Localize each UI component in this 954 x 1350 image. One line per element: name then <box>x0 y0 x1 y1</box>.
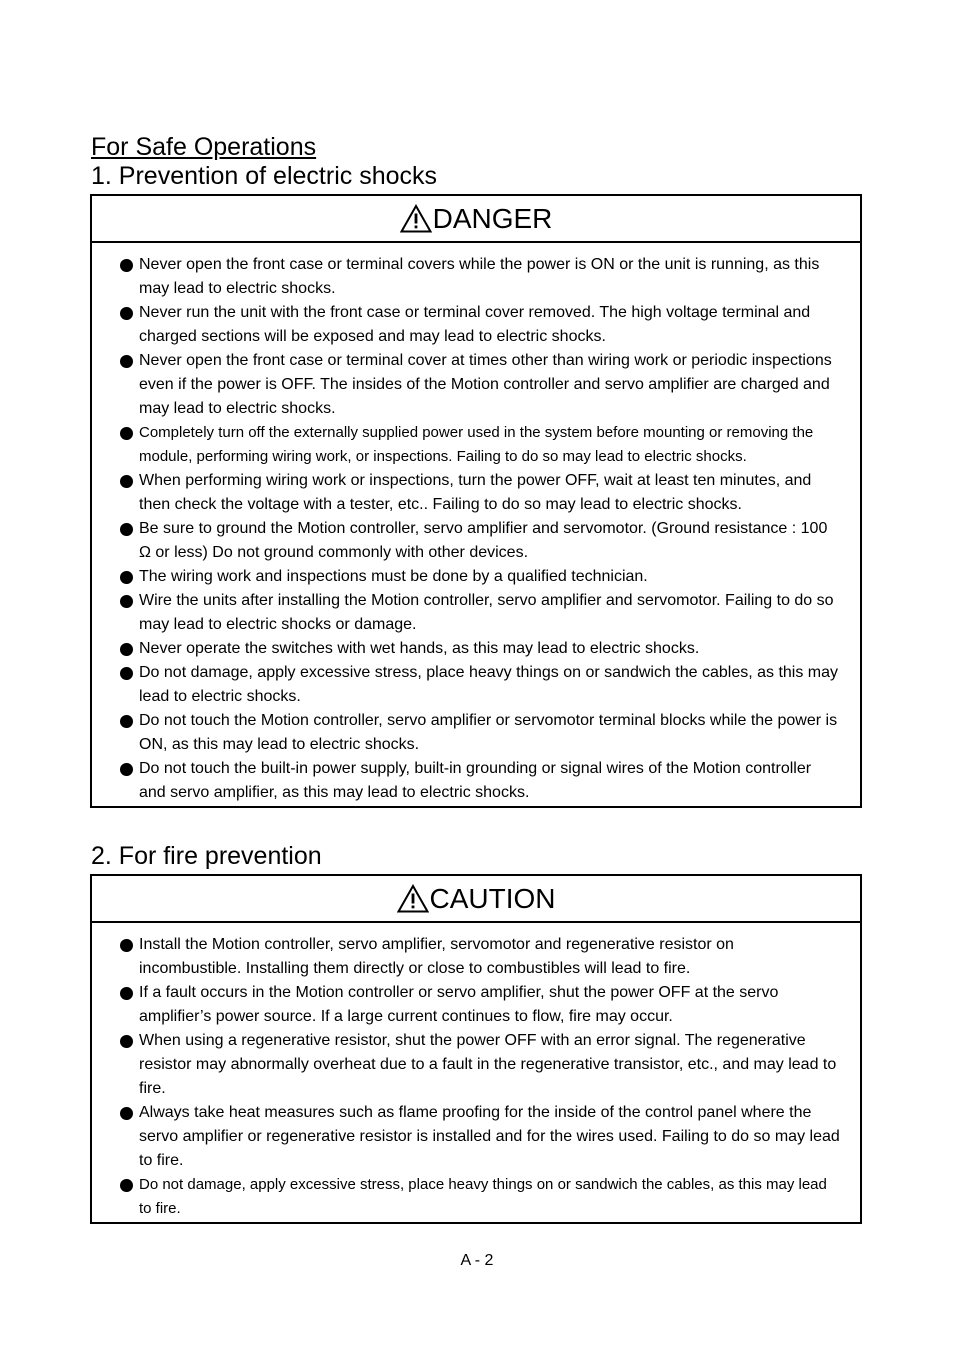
list-item: If a fault occurs in the Motion controller or servo amplifier, shut the power OFF at the servo amplifier’s power source. If a large current continues to flow, fire may occur. <box>120 981 840 1029</box>
list-item: When using a regenerative resistor, shut the power OFF with an error signal. The regenerative resistor may abnormally overheat due to a fault in the regenerative transistor, etc., and may lead to fire. <box>120 1029 840 1101</box>
bullet-icon <box>120 517 139 541</box>
section-heading-electric-shocks: 1. Prevention of electric shocks <box>91 162 437 190</box>
bullet-icon <box>120 1101 139 1125</box>
bullet-icon <box>120 637 139 661</box>
bullet-icon <box>120 661 139 685</box>
danger-header <box>92 196 860 243</box>
caution-box <box>90 874 862 1224</box>
danger-box <box>90 194 862 808</box>
bullet-icon <box>120 589 139 613</box>
list-item: Do not damage, apply excessive stress, place heavy things on or sandwich the cables, as this may lead to electric shocks. <box>120 661 840 709</box>
list-item: Wire the units after installing the Motion controller, servo amplifier and servomotor. Failing to do so may lead to electric shocks or damage. <box>120 589 840 637</box>
bullet-icon <box>120 565 139 589</box>
list-item: Never open the front case or terminal covers while the power is ON or the unit is running, as this may lead to electric shocks. <box>120 253 840 301</box>
list-item: Always take heat measures such as flame proofing for the inside of the control panel where the servo amplifier or regenerative resistor is installed and for the wires used. Failing to do so may lead to fire. <box>120 1101 840 1173</box>
caution-title: CAUTION <box>429 883 556 914</box>
list-item: Never run the unit with the front case or terminal cover removed. The high voltage terminal and charged sections will be exposed and may lead to electric shocks. <box>120 301 840 349</box>
bullet-icon <box>120 253 139 277</box>
caution-header <box>92 876 860 923</box>
bullet-icon <box>120 349 139 373</box>
bullet-icon <box>120 933 139 957</box>
section-heading-fire-prevention: 2. For fire prevention <box>91 842 322 870</box>
list-item: Do not touch the Motion controller, servo amplifier or servomotor terminal blocks while the power is ON, as this may lead to electric shocks. <box>120 709 840 757</box>
list-item: Never open the front case or terminal cover at times other than wiring work or periodic inspections even if the power is OFF. The insides of the Motion controller and servo amplifier are charged and may lead to electric shocks. <box>120 349 840 421</box>
list-item: Be sure to ground the Motion controller, servo amplifier and servomotor. (Ground resistance : 100 Ω or less) Do not ground commonly with other devices. <box>120 517 840 565</box>
list-item: The wiring work and inspections must be done by a qualified technician. <box>120 565 840 589</box>
bullet-icon <box>120 421 139 445</box>
danger-list <box>92 243 860 805</box>
page-number: A - 2 <box>460 1252 494 1269</box>
list-item: Never operate the switches with wet hands, as this may lead to electric shocks. <box>120 637 840 661</box>
bullet-icon <box>120 1173 139 1197</box>
list-item: When performing wiring work or inspections, turn the power OFF, wait at least ten minutes, and then check the voltage with a tester, etc.. Failing to do so may lead to electric shocks. <box>120 469 840 517</box>
bullet-icon <box>120 469 139 493</box>
bullet-icon <box>120 981 139 1005</box>
danger-title: DANGER <box>432 203 553 234</box>
caution-list <box>92 923 860 1221</box>
list-item: Completely turn off the externally supplied power used in the system before mounting or removing the module, performing wiring work, or inspections. Failing to do so may lead to electric shocks. <box>120 421 840 469</box>
list-item: Install the Motion controller, servo amplifier, servomotor and regenerative resistor on incombustible. Installing them directly or close to combustibles will lead to fire. <box>120 933 840 981</box>
warning-triangle-icon <box>400 204 432 233</box>
bullet-icon <box>120 301 139 325</box>
list-item: Do not touch the built-in power supply, built-in grounding or signal wires of the Motion controller and servo amplifier, as this may lead to electric shocks. <box>120 757 840 805</box>
warning-triangle-icon <box>397 884 429 913</box>
page-title: For Safe Operations <box>91 133 317 161</box>
bullet-icon <box>120 757 139 781</box>
bullet-icon <box>120 709 139 733</box>
bullet-icon <box>120 1029 139 1053</box>
list-item: Do not damage, apply excessive stress, place heavy things on or sandwich the cables, as this may lead to fire. <box>120 1173 840 1221</box>
